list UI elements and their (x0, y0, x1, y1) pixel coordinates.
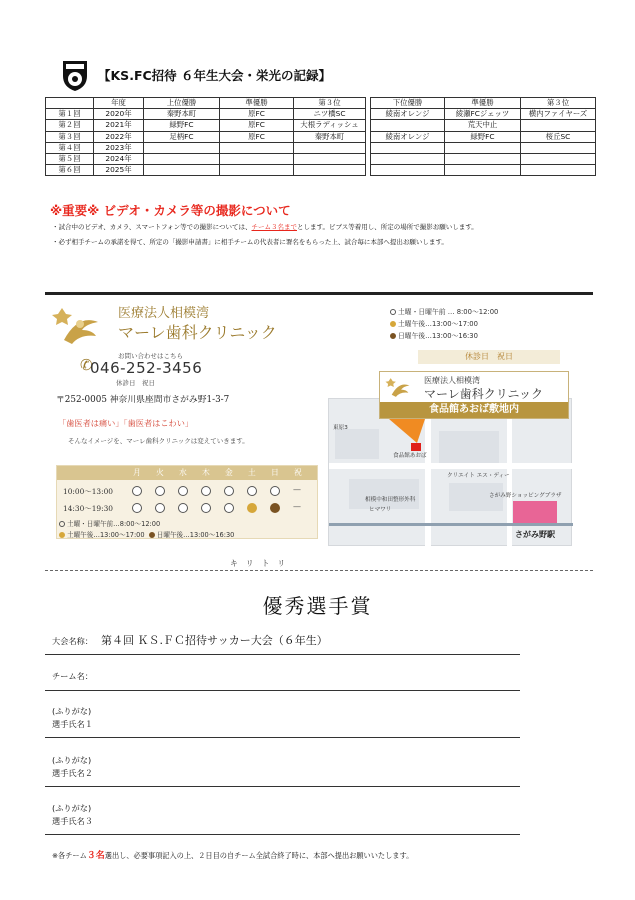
table-cell: 第４回 (46, 142, 94, 153)
furigana-label: (ふりがな) (52, 755, 92, 765)
page-title: 【KS.FC招待 ６年生大会・栄光の記録】 (98, 68, 332, 83)
map-label: 相模中和田整形外科 (365, 497, 416, 503)
table-row (46, 131, 596, 142)
map-banner-name: マーレ歯科クリニック (424, 387, 544, 401)
table-cell: 荒天中止 (445, 120, 521, 131)
map-banner-location: 食品館あおば敷地内 (380, 402, 568, 418)
table-cell: 2020年 (94, 109, 144, 120)
map-railway (329, 523, 573, 526)
hours-gold-dot-icon (59, 532, 65, 538)
table-row (46, 142, 596, 153)
schedule-gold-circle-icon (247, 503, 257, 513)
table-cell: 足柄FC (144, 131, 220, 142)
table-cell: 綾南オレンジ (371, 109, 445, 120)
schedule-closed-mark: — (293, 485, 301, 494)
clinic-advertisement (52, 298, 572, 548)
schedule-time-label: 10:00～13:00 (63, 487, 113, 496)
clinic-map (328, 376, 572, 546)
table-cell: 秦野本町 (144, 109, 220, 120)
closed-days: 休診日 祝日 (116, 379, 155, 387)
inquiry-label: お問い合わせはこちら (118, 352, 183, 360)
records-table (45, 97, 596, 176)
map-label: ヒマワリ (369, 507, 392, 513)
table-cell (445, 153, 521, 164)
table-cell (144, 153, 220, 164)
player2-line[interactable] (45, 786, 520, 787)
table-row (46, 165, 596, 176)
schedule-open-circle-icon (247, 486, 257, 496)
table-header-cell: 準優勝 (220, 98, 294, 109)
notice-text: とします。ビブス等着用し、所定の場所で撮影お願いします。 (297, 223, 478, 231)
schedule-open-circle-icon (132, 503, 142, 513)
schedule-footnote-text: 土曜・日曜午前…8:00～12:00 (67, 520, 161, 528)
table-cell: 綾南オレンジ (371, 131, 445, 142)
table-cell: 横内ファイヤーズ (521, 109, 596, 120)
table-header-cell: 第３位 (521, 98, 596, 109)
table-cell: 第２回 (46, 120, 94, 131)
player3-line[interactable] (45, 834, 520, 835)
cut-line (45, 570, 593, 571)
table-cell (521, 153, 596, 164)
schedule-time-label: 14:30～19:30 (63, 504, 113, 513)
table-cell: 第６回 (46, 165, 94, 176)
table-header-cell: 年度 (94, 98, 144, 109)
schedule-day-label: 火 (156, 468, 164, 477)
schedule-open-circle-icon (178, 486, 188, 496)
schedule-brown-circle-icon (270, 503, 280, 513)
clinic-catchphrase-sub: そんなイメージを、マーレ歯科クリニックは変えていきます。 (68, 437, 249, 445)
tournament-underline (45, 654, 520, 655)
table-cell (521, 120, 596, 131)
table-cell (371, 165, 445, 176)
schedule-day-label: 祝 (294, 468, 302, 477)
hours-text: 土曜午後…13:00～17:00 (398, 320, 478, 328)
schedule-open-circle-icon (132, 486, 142, 496)
map-location-arrow-icon (389, 419, 425, 443)
footer-text: ※各チーム (52, 851, 87, 860)
hours-circle-icon (59, 521, 65, 527)
photography-notice-heading: ※重要※ ビデオ・カメラ等の撮影について (50, 203, 291, 218)
table-header-cell: 上位優勝 (144, 98, 220, 109)
team-field-label: チーム名： (52, 671, 93, 681)
table-cell: 綾瀬FCジェッツ (445, 109, 521, 120)
table-cell (445, 142, 521, 153)
map-block (335, 429, 379, 459)
schedule-footnote-text: 日曜午後…13:00～16:30 (156, 531, 235, 539)
furigana-label: (ふりがな) (52, 706, 92, 716)
clinic-logo-icon (384, 374, 414, 400)
schedule-day-label: 土 (248, 468, 256, 477)
footer-text: 選出し、必要事項記入の上、２日目の自チーム全試合終了時に、本部へ提出お願いいたします。 (104, 851, 414, 860)
table-cell (220, 165, 294, 176)
schedule-open-circle-icon (270, 486, 280, 496)
map-label: クリエイト エス・ディー (447, 473, 510, 479)
schedule-footnote-1 (59, 518, 160, 528)
cut-label: キリトリ (230, 559, 294, 568)
table-cell: 2021年 (94, 120, 144, 131)
map-block (439, 431, 499, 465)
table-cell: 第３回 (46, 131, 94, 142)
player1-label: 選手氏名１ (52, 719, 93, 729)
table-cell (220, 153, 294, 164)
table-header-cell: 第３位 (294, 98, 366, 109)
map-banner-corp: 医療法人相模湾 (424, 376, 480, 385)
schedule-day-label: 木 (202, 468, 210, 477)
schedule-day-label: 月 (133, 468, 141, 477)
player1-line[interactable] (45, 737, 520, 738)
section-divider (45, 292, 593, 295)
table-cell (144, 165, 220, 176)
notice-text: ・試合中のビデオ、カメラ、スマートフォン等での撮影については、 (52, 223, 252, 231)
hours-text: 土曜・日曜午前 … 8:00～12:00 (398, 308, 499, 316)
hours-brown-dot-icon (390, 333, 396, 339)
table-cell: 2022年 (94, 131, 144, 142)
schedule-open-circle-icon (224, 486, 234, 496)
table-cell: 桜丘SC (521, 131, 596, 142)
field-label: 大会名称： (52, 636, 93, 646)
clinic-phone: 046-252-3456 (90, 359, 203, 377)
table-cell (144, 142, 220, 153)
table-cell: 緑野FC (144, 120, 220, 131)
player2-label: 選手氏名２ (52, 768, 93, 778)
table-cell (371, 153, 445, 164)
club-crest-icon (60, 58, 90, 92)
table-header-row (46, 98, 596, 109)
table-row (46, 153, 596, 164)
tournament-field (52, 632, 328, 648)
clinic-name: マーレ歯科クリニック (118, 323, 277, 342)
table-cell (294, 165, 366, 176)
holiday-bar: 休診日 祝日 (418, 350, 560, 364)
map-label: 東原3 (333, 425, 348, 431)
table-header-cell (46, 98, 94, 109)
map-label: 食品館あおば (393, 453, 427, 459)
hours-circle-icon (390, 309, 396, 315)
table-header-cell: 下位優勝 (371, 98, 445, 109)
schedule-footnote-2 (59, 529, 234, 539)
table-cell: 原FC (220, 109, 294, 120)
tournament-name: 第４回 ＫＳ.ＦＣ招待サッカー大会（６年生） (100, 634, 328, 647)
table-cell: 原FC (220, 120, 294, 131)
clinic-schedule (56, 465, 318, 539)
hours-gold-dot-icon (390, 321, 396, 327)
table-cell: 秦野本町 (294, 131, 366, 142)
player3-label: 選手氏名３ (52, 816, 93, 826)
table-cell: 第１回 (46, 109, 94, 120)
table-cell (521, 142, 596, 153)
clinic-catchphrase: 「歯医者は痛い」「歯医者はこわい」 (58, 418, 194, 428)
notice-highlight: チーム３名まで (251, 223, 297, 231)
footer-highlight: ３名 (86, 851, 105, 861)
table-header-cell: 準優勝 (445, 98, 521, 109)
table-cell: 2025年 (94, 165, 144, 176)
schedule-open-circle-icon (201, 503, 211, 513)
form-footer-note (52, 848, 413, 861)
schedule-open-circle-icon (224, 503, 234, 513)
table-row (46, 120, 596, 131)
clinic-hours-box (388, 306, 563, 366)
hours-line-1 (390, 306, 498, 316)
table-cell: ニツ橋SC (294, 109, 366, 120)
table-cell (371, 120, 445, 131)
map-label: さがみ野ショッピングプラザ (489, 493, 562, 499)
clinic-address: 〒252-0005 神奈川県座間市さがみ野1-3-7 (56, 395, 230, 405)
table-cell: 第５回 (46, 153, 94, 164)
schedule-open-circle-icon (155, 503, 165, 513)
form-title: 優秀選手賞 (262, 594, 373, 618)
table-cell: 緑野FC (445, 131, 521, 142)
schedule-closed-mark: — (293, 502, 301, 511)
schedule-open-circle-icon (155, 486, 165, 496)
notice-line-2: ・必ず相手チームの承諾を得て、所定の「撮影申請書」に相手チームの代表者に署名をもらった上、試合毎に本部へ提出お願いします。 (52, 238, 448, 246)
table-cell (445, 165, 521, 176)
schedule-footnote-text: 土曜午後…13:00～17:00 (67, 531, 145, 539)
table-cell (294, 153, 366, 164)
schedule-day-label: 日 (271, 468, 279, 477)
hours-line-3 (390, 330, 478, 340)
map-road (329, 463, 573, 469)
schedule-open-circle-icon (178, 503, 188, 513)
table-cell: 大根ラディッシュ (294, 120, 366, 131)
table-cell: 2023年 (94, 142, 144, 153)
table-cell (220, 142, 294, 153)
team-name-line[interactable] (45, 690, 520, 691)
table-cell: 2024年 (94, 153, 144, 164)
hours-brown-dot-icon (149, 532, 155, 538)
furigana-label: (ふりがな) (52, 803, 92, 813)
table-cell (294, 142, 366, 153)
hours-text: 日曜午後…13:00～16:30 (398, 332, 478, 340)
table-cell (371, 142, 445, 153)
hours-line-2 (390, 318, 478, 328)
map-clinic-pin-icon (411, 443, 421, 451)
schedule-day-label: 水 (179, 468, 187, 477)
clinic-corporation: 医療法人相模湾 (118, 306, 210, 321)
clinic-logo-icon (52, 300, 104, 350)
schedule-day-label: 金 (225, 468, 233, 477)
table-row (46, 109, 596, 120)
phone-icon: ✆ (80, 356, 93, 374)
map-station-marker (513, 501, 557, 523)
map-station-label: さがみ野駅 (515, 530, 555, 539)
notice-line-1 (52, 222, 478, 231)
table-cell (521, 165, 596, 176)
schedule-open-circle-icon (201, 486, 211, 496)
table-cell: 原FC (220, 131, 294, 142)
map-clinic-banner (379, 371, 569, 419)
